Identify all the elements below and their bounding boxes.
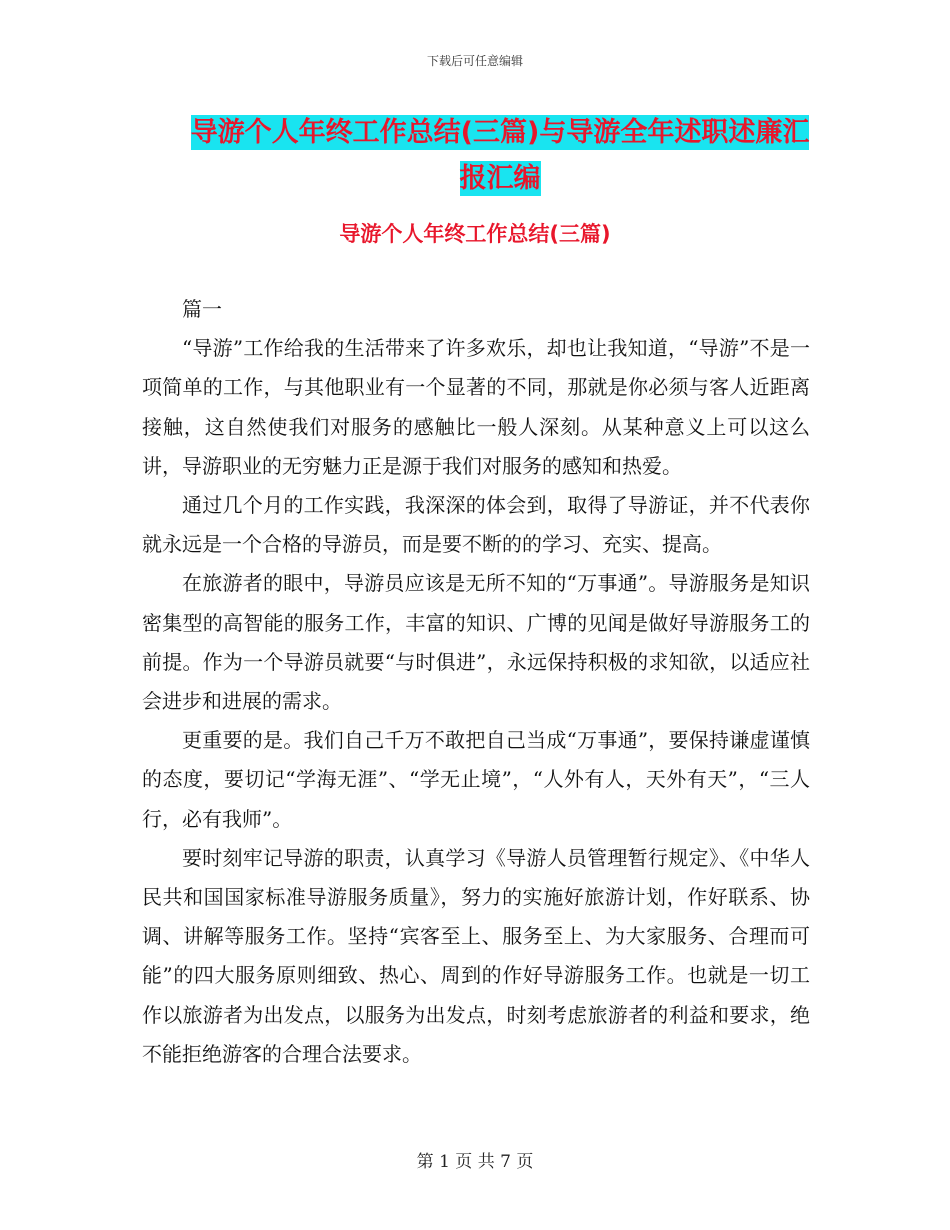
page-number: 第 1 页 共 7 页 <box>416 1152 534 1172</box>
paragraph: 要时刻牢记导游的职责，认真学习《导游人员管理暂行规定》、《中华人民共和国国家标准导游服务质量》，努力的实施好旅游计划，作好联系、协调、讲解等服务工作。坚持“宾客至上、服务至上、为大家服务、合理而可能”的四大服务原则细致、热心、周到的作好导游服务工作。也就是一切工作以旅游者为出发点，以服务为出发点，时刻考虑旅游者的利益和要求，绝不能拒绝游客的合理合法要求。 <box>142 845 810 1066</box>
section-title: 导游个人年终工作总结(三篇) <box>339 222 611 246</box>
header-note: 下载后可任意编辑 <box>426 54 523 68</box>
paragraph: 在旅游者的眼中，导游员应该是无所不知的“万事通”。导游服务是知识密集型的高智能的服务工作，丰富的知识、广博的见闻是做好导游服务工的前提。作为一个导游员就要“与时俱进”，永远保持积极的求知欲，以适应社会进步和进展的需求。 <box>142 571 810 714</box>
paragraph: 更重要的是。我们自己千万不敢把自己当成“万事通”，要保持谦虚谨慎的态度，要切记“学海无涯”、“学无止境”，“人外有人，天外有天”，“三人行，必有我师”。 <box>142 728 810 831</box>
paragraph: 篇一 <box>182 297 222 321</box>
document-title-text: 导游个人年终工作总结(三篇)与导游全年述职述廉汇报汇编 <box>190 117 810 194</box>
document-title <box>190 110 810 202</box>
body-text <box>142 290 810 1074</box>
paragraph: 通过几个月的工作实践，我深深的体会到，取得了导游证，并不代表你就永远是一个合格的导游员，而是要不断的的学习、充实、提高。 <box>142 493 810 557</box>
paragraph: “导游”工作给我的生活带来了许多欢乐，却也让我知道，“导游”不是一项简单的工作，与其他职业有一个显著的不同，那就是你必须与客人近距离接触，这自然使我们对服务的感触比一般人深刻。从某种意义上可以这么讲，导游职业的无穷魅力正是源于我们对服务的感知和热爱。 <box>142 336 810 478</box>
